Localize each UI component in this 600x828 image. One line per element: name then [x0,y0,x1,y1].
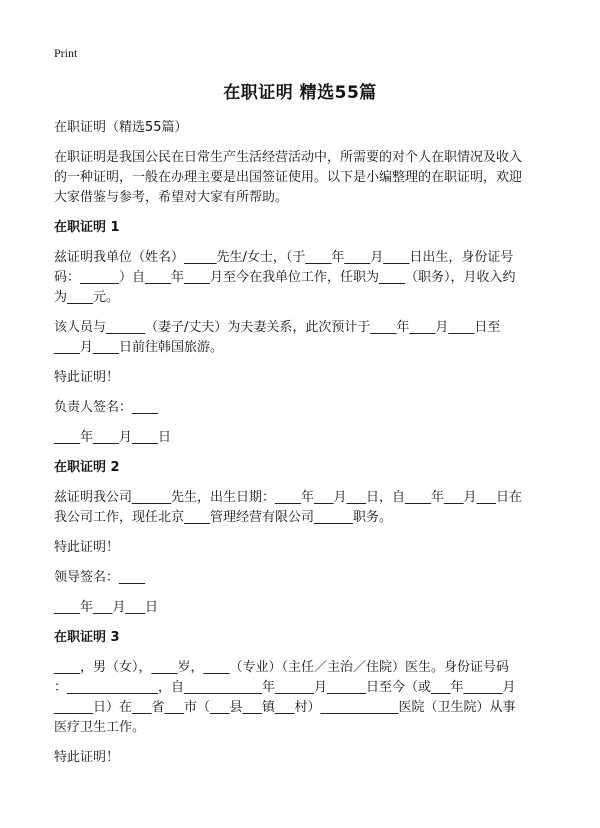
paragraph-line: 医疗卫生工作。 [54,720,146,735]
document-subtitle: 在职证明（精选55篇） [54,120,188,135]
paragraph-line: 特此证明！ [54,540,120,555]
section-2-paragraph [54,488,550,528]
section-1-paragraph [54,368,550,388]
section-2-signature [54,568,550,588]
paragraph-line: 特此证明！ [54,750,120,765]
paragraph-line: 负责人签名：____ [54,400,159,415]
paragraph-line: 领导签名：____ [54,570,146,585]
intro-paragraph [54,148,550,208]
intro-line: 在职证明是我国公民在日常生产生活经营活动中，所需要的对个人在职情况及收入 [54,150,523,165]
section-3-paragraph [54,658,550,738]
section-heading-3: 在职证明 3 [54,630,120,645]
paragraph-line: ：______________，自____________年______月______日至今（或___年______月 [54,680,516,695]
document-body [54,118,550,778]
section-2-paragraph [54,538,550,558]
section-1-signature [54,398,550,418]
paragraph-line: 为____元。 [54,290,120,305]
section-2-date [54,598,550,618]
paragraph-line: ____月____日前往韩国旅游。 [54,340,224,355]
paragraph-line: 码：______）自____年____月至今在我单位工作，任职为____（职务），月收入约 [54,270,516,285]
section-1-paragraph [54,318,550,358]
section-heading-1: 在职证明 1 [54,220,120,235]
section-3-paragraph [54,748,550,768]
paragraph-line: 兹证明我单位（姓名）_____先生/女士，（于____年____月____日出生，身份证号 [54,250,514,265]
paragraph-line: ____年____月____日 [54,430,172,445]
paragraph-line: ____，男（女），____岁，____（专业）（主任／主治／住院）医生。身份证号码 [54,660,510,675]
page-title: 在职证明 精选55篇 [223,83,377,103]
paragraph-line: 兹证明我公司______先生，出生日期：____年___月___日，自____年___月___日在 [54,490,523,505]
paragraph-line: 该人员与______（妻子/丈夫）为夫妻关系，此次预计于____年____月____日至 [54,320,501,335]
paragraph-line: 特此证明！ [54,370,120,385]
section-1-date [54,428,550,448]
paragraph-line: ____年___月___日 [54,600,159,615]
print-link[interactable]: Print [54,46,78,60]
intro-line: 大家借鉴与参考，希望对大家有所帮助。 [54,190,289,205]
paragraph-line: ______日）在___省___市（___县___镇___村）____________医院（卫生院）从事 [54,700,516,715]
intro-line: 的一种证明，一般在办理主要是出国签证使用。以下是小编整理的在职证明，欢迎 [54,170,523,185]
paragraph-line: 我公司工作，现任北京____管理经营有限公司______职务。 [54,510,393,525]
section-1-paragraph [54,248,550,308]
section-heading-2: 在职证明 2 [54,460,120,475]
